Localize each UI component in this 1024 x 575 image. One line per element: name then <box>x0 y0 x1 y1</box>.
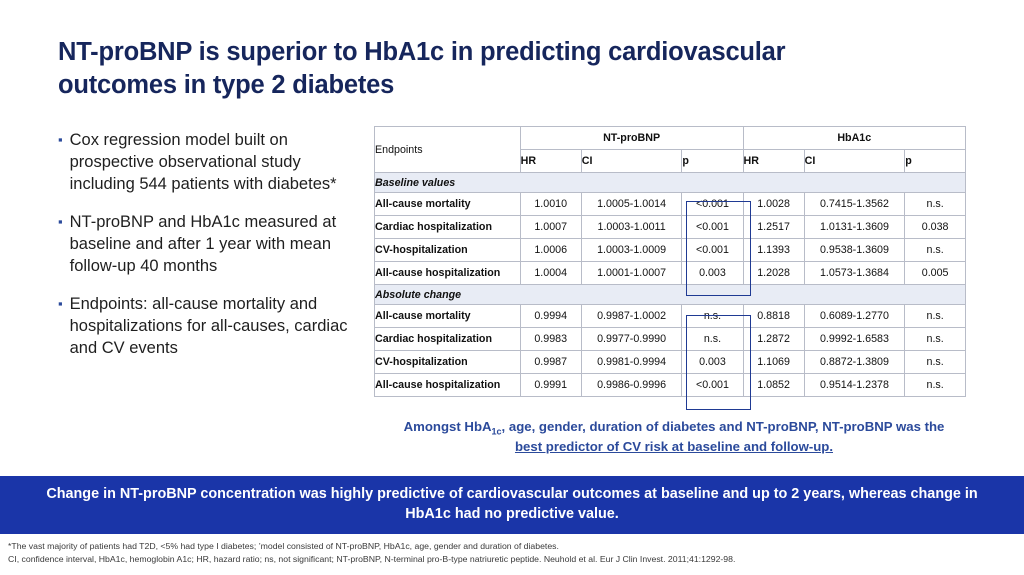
cell-hr2: 1.2028 <box>743 262 804 285</box>
cell-p1: <0.001 <box>682 374 743 397</box>
page-title: NT-proBNP is superior to HbA1c in predicting cardiovascular outcomes in type 2 diabetes <box>58 38 786 99</box>
cell-hr2: 1.1069 <box>743 351 804 374</box>
cell-ci2: 0.9514-1.2378 <box>804 374 905 397</box>
cell-ci2: 1.0131-1.3609 <box>804 216 905 239</box>
row-endpoint: All-cause mortality <box>375 305 521 328</box>
cell-hr1: 0.9994 <box>520 305 581 328</box>
cell-ci1: 1.0001-1.0007 <box>581 262 682 285</box>
table-row <box>375 216 966 239</box>
cell-hr2: 0.8818 <box>743 305 804 328</box>
list-item <box>58 212 358 278</box>
cell-p2: n.s. <box>905 239 966 262</box>
table-caption <box>374 418 974 457</box>
table-header-row <box>375 127 966 150</box>
bullet-text: Cox regression model built on prospective observational study including 544 patients with diabetes* <box>69 131 337 193</box>
subheader-hr-1: HR <box>520 150 581 173</box>
list-item <box>58 294 358 360</box>
cell-ci2: 0.9992-1.6583 <box>804 328 905 351</box>
cell-hr1: 0.9987 <box>520 351 581 374</box>
cell-hr2: 1.0852 <box>743 374 804 397</box>
cell-p1: 0.003 <box>682 262 743 285</box>
cell-ci1: 0.9987-1.0002 <box>581 305 682 328</box>
table-row <box>375 262 966 285</box>
bullet-list <box>58 130 358 375</box>
row-endpoint: All-cause hospitalization <box>375 262 521 285</box>
cell-ci1: 1.0005-1.0014 <box>581 193 682 216</box>
bottom-bar <box>0 568 1024 575</box>
table-row <box>375 193 966 216</box>
table-row <box>375 328 966 351</box>
header-group-hba1c: HbA1c <box>743 127 965 150</box>
row-endpoint: CV-hospitalization <box>375 351 521 374</box>
conclusion-banner <box>0 476 1024 534</box>
subheader-hr-2: HR <box>743 150 804 173</box>
caption-line2: best predictor of CV risk at baseline and follow-up. <box>514 439 833 455</box>
cell-hr1: 1.0004 <box>520 262 581 285</box>
results-table <box>374 126 966 397</box>
cell-p2: 0.005 <box>905 262 966 285</box>
cell-hr1: 1.0010 <box>520 193 581 216</box>
cell-hr1: 1.0007 <box>520 216 581 239</box>
section-label-baseline: Baseline values <box>375 173 966 193</box>
table-section-row <box>375 173 966 193</box>
row-endpoint: CV-hospitalization <box>375 239 521 262</box>
footnotes <box>8 540 1008 565</box>
subheader-p-1: p <box>682 150 743 173</box>
section-label-absolute-change: Absolute change <box>375 285 966 305</box>
footnote-2: CI, confidence interval, HbA1c, hemoglobin A1c; HR, hazard ratio; ns, not significant; NT-proBNP, N-terminal pro-B-type natriuretic peptide. Neuhold et al. Eur J Clin Invest. 2011;41:1292-98. <box>8 553 736 564</box>
caption-subscript: 1c <box>491 426 502 437</box>
cell-ci2: 0.8872-1.3809 <box>804 351 905 374</box>
subheader-p-2: p <box>905 150 966 173</box>
conclusion-text: Change in NT-proBNP concentration was highly predictive of cardiovascular outcomes at baseline and up to 2 years, whereas change in HbA1c had no predictive value. <box>46 486 978 522</box>
cell-p2: 0.038 <box>905 216 966 239</box>
cell-hr1: 0.9991 <box>520 374 581 397</box>
cell-hr2: 1.2872 <box>743 328 804 351</box>
list-item <box>58 130 358 196</box>
cell-ci2: 0.7415-1.3562 <box>804 193 905 216</box>
table-row <box>375 351 966 374</box>
cell-p1: <0.001 <box>682 216 743 239</box>
cell-ci2: 0.6089-1.2770 <box>804 305 905 328</box>
cell-ci1: 0.9986-0.9996 <box>581 374 682 397</box>
table-row <box>375 239 966 262</box>
cell-p2: n.s. <box>905 305 966 328</box>
row-endpoint: Cardiac hospitalization <box>375 328 521 351</box>
cell-hr1: 0.9983 <box>520 328 581 351</box>
bullet-marker-icon: ▪ <box>58 295 63 311</box>
results-table-wrapper <box>374 126 966 397</box>
cell-ci2: 0.9538-1.3609 <box>804 239 905 262</box>
row-endpoint: All-cause hospitalization <box>375 374 521 397</box>
bullet-text: Endpoints: all-cause mortality and hospitalizations for all-causes, cardiac and CV events <box>69 294 348 357</box>
cell-p2: n.s. <box>905 193 966 216</box>
cell-p1: <0.001 <box>682 239 743 262</box>
header-endpoints: Endpoints <box>375 127 521 173</box>
cell-hr2: 1.2517 <box>743 216 804 239</box>
row-endpoint: All-cause mortality <box>375 193 521 216</box>
cell-hr1: 1.0006 <box>520 239 581 262</box>
cell-ci2: 1.0573-1.3684 <box>804 262 905 285</box>
row-endpoint: Cardiac hospitalization <box>375 216 521 239</box>
table-row <box>375 305 966 328</box>
cell-ci1: 0.9977-0.9990 <box>581 328 682 351</box>
bullet-text: NT-proBNP and HbA1c measured at baseline and after 1 year with mean follow-up 40 months <box>69 212 337 275</box>
cell-p2: n.s. <box>905 374 966 397</box>
cell-ci1: 1.0003-1.0009 <box>581 239 682 262</box>
subheader-ci-2: CI <box>804 150 905 173</box>
caption-line1-post: , age, gender, duration of diabetes and NT-proBNP, NT-proBNP was the <box>501 419 945 434</box>
subheader-ci-1: CI <box>581 150 682 173</box>
footnote-1: *The vast majority of patients had T2D, <5% had type I diabetes; ’model consisted of NT-proBNP, HbA1c, age, gender and duration of diabetes. <box>8 541 559 551</box>
cell-ci1: 1.0003-1.0011 <box>581 216 682 239</box>
cell-hr2: 1.0028 <box>743 193 804 216</box>
caption-line1-pre: Amongst HbA <box>403 419 492 434</box>
table-row <box>375 374 966 397</box>
cell-p1: 0.003 <box>682 351 743 374</box>
cell-p2: n.s. <box>905 351 966 374</box>
cell-p2: n.s. <box>905 328 966 351</box>
cell-p1: <0.001 <box>682 193 743 216</box>
header-group-ntprobnp: NT-proBNP <box>520 127 743 150</box>
table-section-row <box>375 285 966 305</box>
bullet-marker-icon: ▪ <box>58 213 63 229</box>
bullet-marker-icon: ▪ <box>58 132 63 147</box>
cell-p1: n.s. <box>682 305 743 328</box>
cell-hr2: 1.1393 <box>743 239 804 262</box>
cell-ci1: 0.9981-0.9994 <box>581 351 682 374</box>
cell-p1: n.s. <box>682 328 743 351</box>
